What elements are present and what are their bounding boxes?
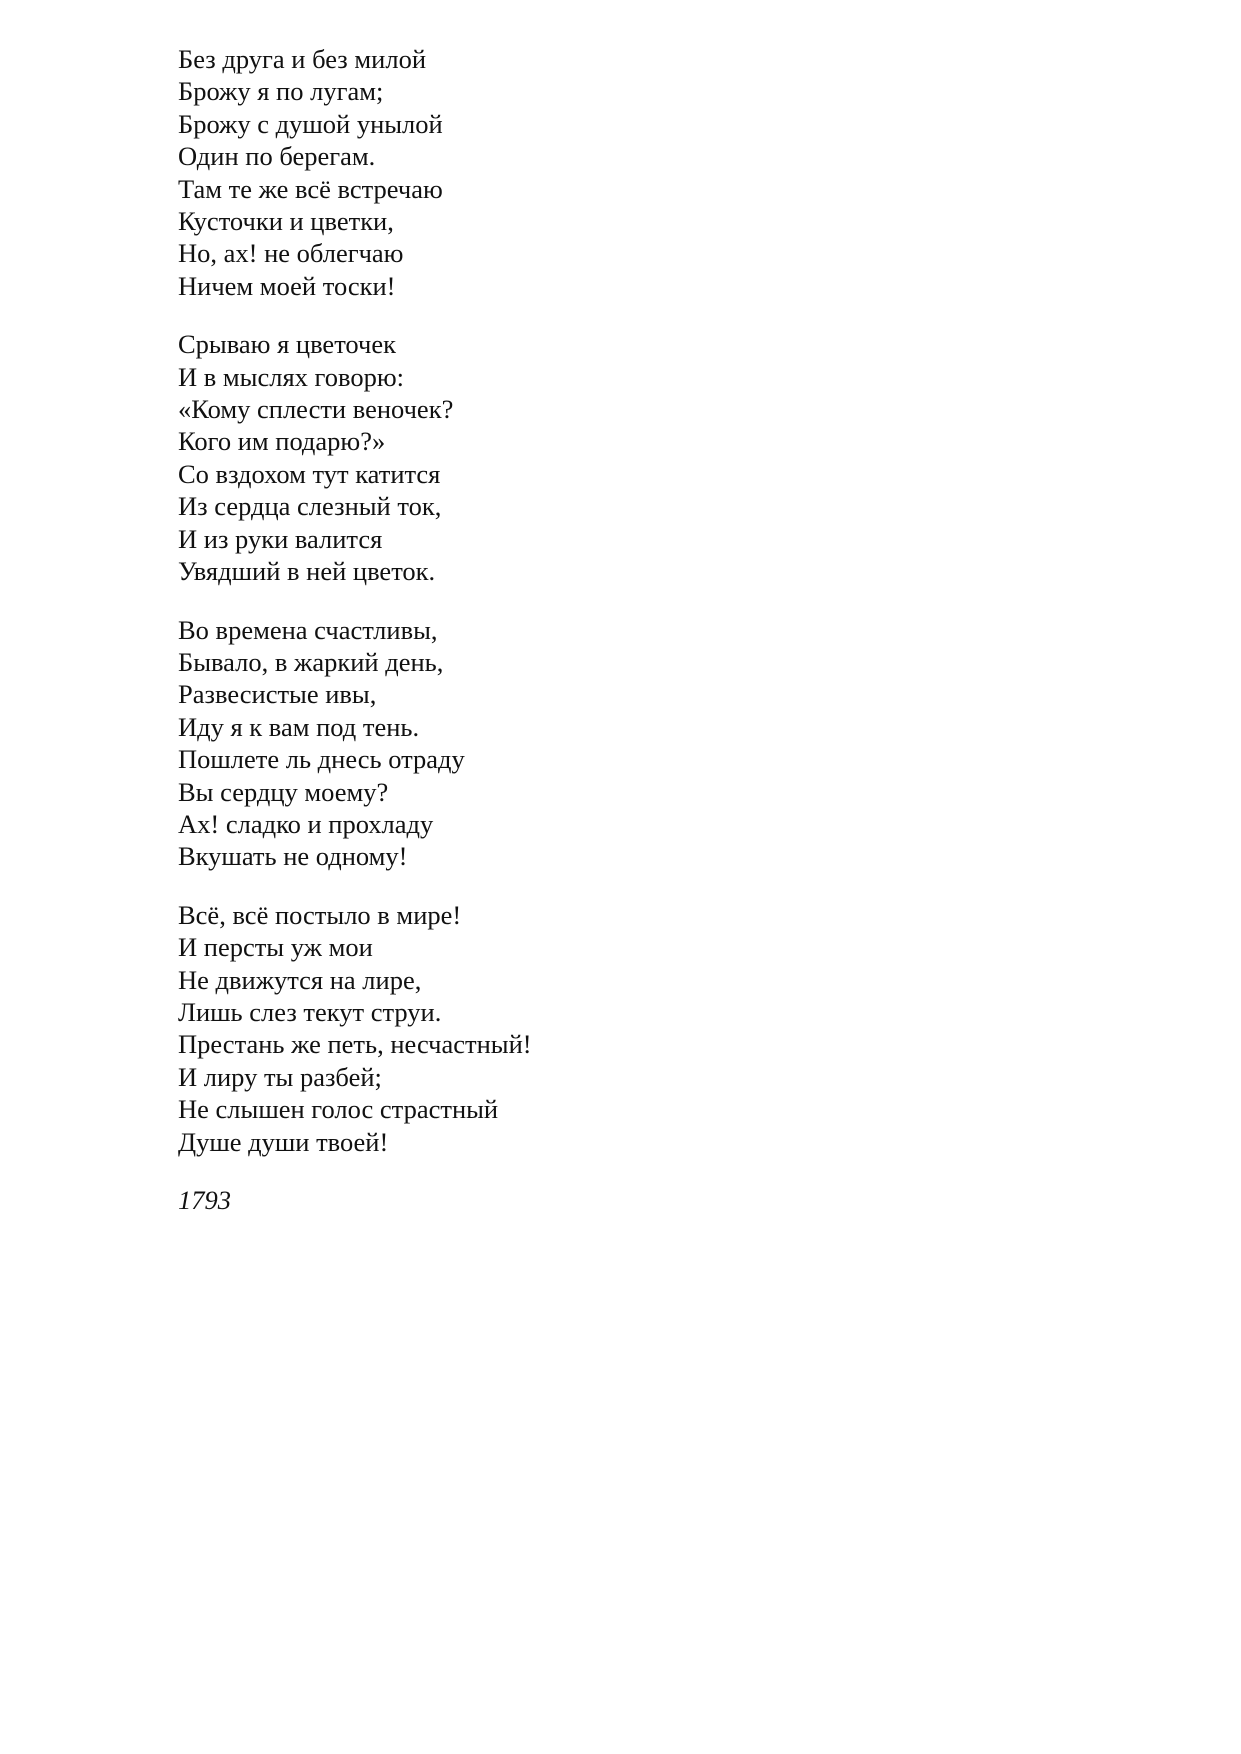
poem-line: Не слышен голос страстный: [178, 1094, 499, 1125]
stanza-1: [178, 43, 1078, 302]
poem-line: И персты уж мои: [178, 932, 373, 963]
poem-line: Во времена счастливы,: [178, 614, 438, 645]
poem-line: Ничем моей тоски!: [178, 270, 396, 301]
poem-line: Со вздохом тут катится: [178, 458, 441, 489]
stanza-3: [178, 614, 1078, 873]
poem-line: Бывало, в жаркий день,: [178, 646, 444, 677]
poem-line: Брожу с душой унылой: [178, 108, 443, 139]
poem-line: Ах! сладко и прохладу: [178, 808, 434, 839]
poem-line: Всё, всё постыло в мире!: [178, 899, 462, 930]
poem-line: Но, ах! не облегчаю: [178, 238, 404, 269]
poem: [178, 43, 1078, 1216]
poem-line: И в мыслях говорю:: [178, 361, 404, 392]
poem-line: Иду я к вам под тень.: [178, 711, 420, 742]
poem-line: Из сердца слезный ток,: [178, 491, 442, 522]
poem-date: 1793: [178, 1185, 231, 1215]
poem-line: Престань же петь, несчастный!: [178, 1029, 532, 1060]
poem-line: Брожу я по лугам;: [178, 76, 384, 107]
poem-line: Вкушать не одному!: [178, 841, 408, 872]
poem-line: Увядший в ней цветок.: [178, 556, 436, 587]
stanza-2: [178, 328, 1078, 587]
poem-line: Пошлете ль днесь отраду: [178, 744, 465, 775]
poem-line: «Кому сплести веночек?: [178, 394, 454, 425]
poem-line: Душе души твоей!: [178, 1126, 389, 1157]
poem-line: Вы сердцу моему?: [178, 776, 389, 807]
poem-line: Один по берегам.: [178, 141, 376, 172]
poem-line: Кусточки и цветки,: [178, 206, 394, 237]
poem-line: Срываю я цветочек: [178, 329, 396, 360]
poem-line: Кого им подарю?»: [178, 426, 386, 457]
stanza-4: [178, 899, 1078, 1158]
poem-line: Развесистые ивы,: [178, 679, 377, 710]
poem-line: Не движутся на лире,: [178, 964, 422, 995]
poem-line: И лиру ты разбей;: [178, 1061, 382, 1092]
poem-line: Там те же всё встречаю: [178, 173, 443, 204]
poem-line: Лишь слез текут струи.: [178, 996, 442, 1027]
poem-line: Без друга и без милой: [178, 44, 427, 74]
poem-line: И из руки валится: [178, 523, 383, 554]
